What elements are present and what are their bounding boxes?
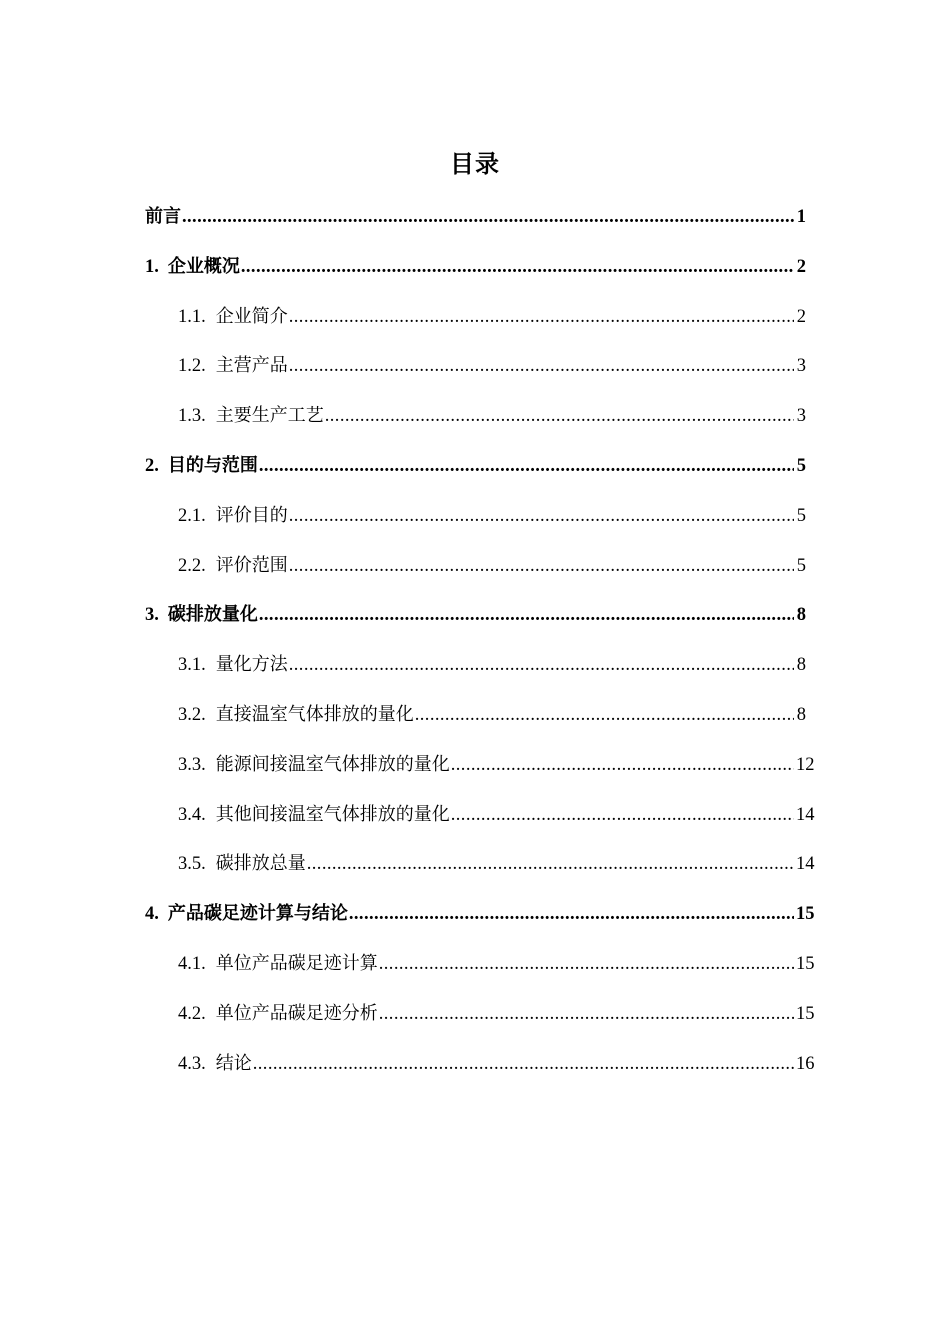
toc-entry-page: 15 <box>796 953 815 974</box>
toc-entry-page: 5 <box>796 505 806 526</box>
toc-entry[interactable] <box>0 844 950 894</box>
toc-entry[interactable] <box>0 745 950 795</box>
toc-leader-dots <box>289 307 794 328</box>
toc-entry-number: 3.4. <box>178 804 206 825</box>
toc-leader-dots <box>289 556 794 577</box>
toc-entry[interactable] <box>0 396 950 446</box>
toc-entry-title: 量化方法 <box>215 654 288 676</box>
toc-entry[interactable] <box>0 645 950 695</box>
toc-entry-title: 目的与范围 <box>167 454 258 476</box>
toc-entry-page: 8 <box>796 605 806 626</box>
toc-entry-number: 1.3. <box>178 406 206 427</box>
toc-entry-title: 前言 <box>145 206 181 227</box>
toc-entry-number: 3.2. <box>178 704 206 725</box>
toc-entry-title: 评价范围 <box>215 554 288 576</box>
toc-entry-number: 4.2. <box>178 1003 206 1024</box>
toc-entry-page: 15 <box>796 1003 815 1024</box>
toc-leader-dots <box>289 655 794 676</box>
toc-entry-title: 企业概况 <box>167 255 240 277</box>
toc-entry[interactable] <box>0 546 950 596</box>
toc-entry-number: 4. <box>145 904 159 925</box>
toc-entry-page: 8 <box>796 704 806 725</box>
toc-leader-dots <box>259 456 794 477</box>
toc-leader-dots <box>182 207 794 228</box>
toc-leader-dots <box>325 406 794 427</box>
toc-entry-page: 1 <box>796 207 806 227</box>
toc-entry[interactable] <box>0 297 950 347</box>
toc-leader-dots <box>307 854 794 875</box>
toc-entry-title: 其他间接温室气体排放的量化 <box>215 803 450 825</box>
toc-entry-page: 2 <box>796 256 806 277</box>
toc-entry[interactable] <box>0 894 950 944</box>
toc-entry[interactable] <box>0 795 950 845</box>
toc-entry-page: 3 <box>796 406 806 427</box>
toc-leader-dots <box>451 805 794 826</box>
toc-leader-dots <box>379 1004 794 1025</box>
toc-entry-page: 8 <box>796 655 806 676</box>
toc-entry-page: 12 <box>796 754 815 775</box>
toc-entry[interactable] <box>0 446 950 496</box>
toc-entry[interactable] <box>0 944 950 994</box>
toc-entry-page: 5 <box>796 455 806 476</box>
toc-entry-title: 企业简介 <box>215 305 288 327</box>
toc-entry-title: 单位产品碳足迹计算 <box>215 952 378 974</box>
toc-entry-title: 能源间接温室气体排放的量化 <box>215 753 450 775</box>
toc-entry-page: 3 <box>796 356 806 377</box>
toc-entry-title: 主营产品 <box>215 355 288 377</box>
toc-entry-title: 碳排放量化 <box>167 604 258 626</box>
toc-entry-number: 1.2. <box>178 356 206 377</box>
toc-leader-dots <box>289 506 794 527</box>
toc-entry[interactable] <box>0 695 950 745</box>
toc-entry-number: 2.1. <box>178 505 206 526</box>
toc-entry-title: 碳排放总量 <box>215 853 306 875</box>
toc-entry-number: 2.2. <box>178 555 206 576</box>
toc-leader-dots <box>253 1054 794 1075</box>
toc-entry[interactable] <box>0 247 950 297</box>
toc-entry-number: 1. <box>145 256 159 277</box>
toc-entry-number: 1.1. <box>178 306 206 327</box>
toc-leader-dots <box>379 954 794 975</box>
toc-entry-title: 评价目的 <box>215 504 288 526</box>
toc-entry-title: 直接温室气体排放的量化 <box>215 703 414 725</box>
toc-leader-dots <box>415 705 794 726</box>
toc-entry-title: 产品碳足迹计算与结论 <box>167 903 348 925</box>
toc-title: 目录 <box>450 150 500 178</box>
toc-entry-page: 16 <box>796 1053 815 1074</box>
toc-entry-title: 结论 <box>215 1052 252 1074</box>
toc-entry-title: 单位产品碳足迹分析 <box>215 1002 378 1024</box>
toc-entry-number: 3.3. <box>178 754 206 775</box>
toc-entry[interactable] <box>0 595 950 645</box>
toc-entry-number: 3.1. <box>178 655 206 676</box>
toc-entry-page: 15 <box>796 904 815 925</box>
toc-entry-number: 3. <box>145 605 159 626</box>
toc-entry-title: 主要生产工艺 <box>215 405 324 427</box>
toc-entry-page: 14 <box>796 854 815 875</box>
toc-leader-dots <box>241 257 794 278</box>
toc-entry[interactable] <box>0 1044 950 1094</box>
toc-leader-dots <box>451 755 794 776</box>
toc-leader-dots <box>289 356 794 377</box>
toc-entry-page: 5 <box>796 555 806 576</box>
table-of-contents <box>0 197 950 1093</box>
toc-entry-number: 3.5. <box>178 854 206 875</box>
toc-entry-number: 2. <box>145 455 159 476</box>
toc-leader-dots <box>349 904 794 925</box>
toc-entry-number: 4.3. <box>178 1053 206 1074</box>
toc-entry-page: 2 <box>796 306 806 327</box>
toc-entry[interactable] <box>0 197 950 247</box>
toc-entry-page: 14 <box>796 804 815 825</box>
toc-leader-dots <box>259 605 794 626</box>
toc-entry[interactable] <box>0 994 950 1044</box>
toc-entry[interactable] <box>0 346 950 396</box>
toc-entry-number: 4.1. <box>178 953 206 974</box>
toc-entry[interactable] <box>0 496 950 546</box>
